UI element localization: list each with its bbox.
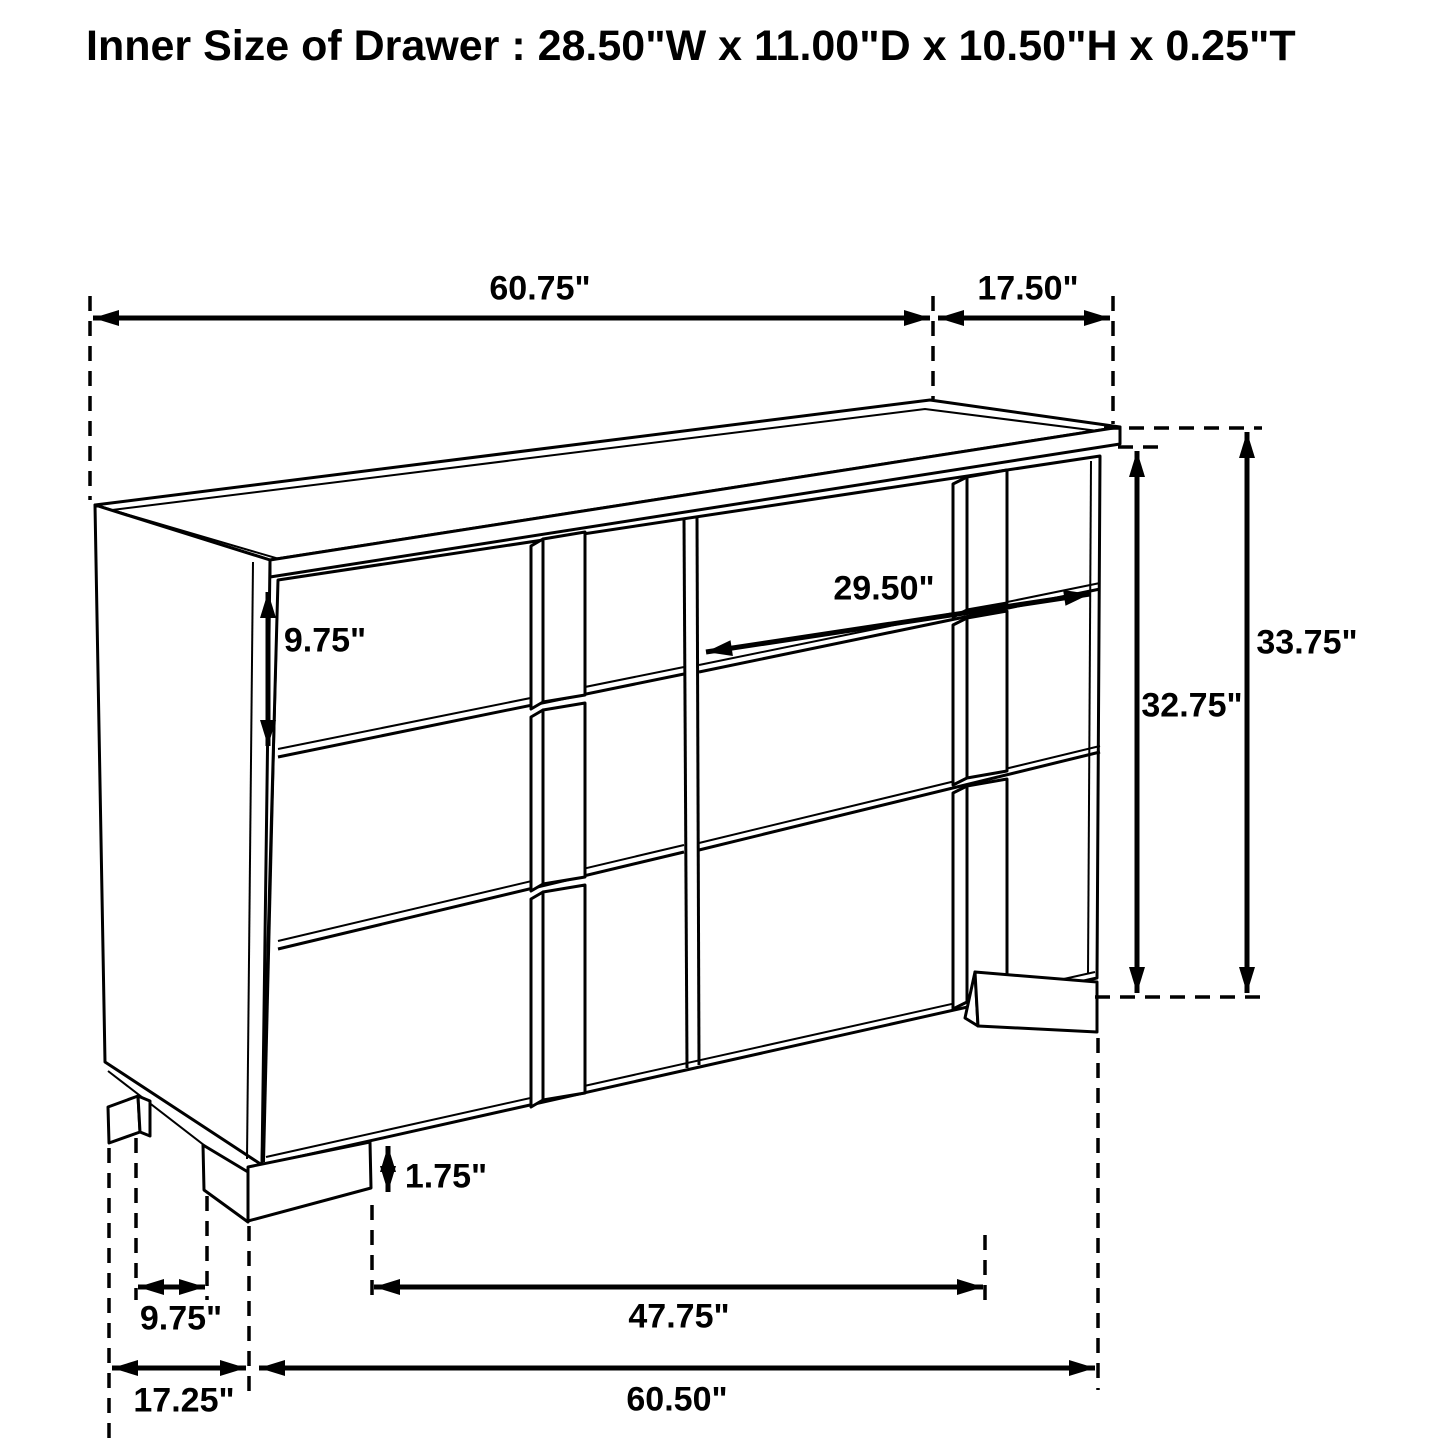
dim-label-overall-height: 33.75" — [1256, 623, 1358, 662]
dim-label-drawer-inner-width: 29.50" — [833, 569, 935, 608]
dim-label-base-depth: 17.25" — [133, 1381, 235, 1420]
dim-label-case-height: 32.75" — [1141, 686, 1243, 725]
dresser-left-side-panel — [95, 505, 270, 1176]
dim-label-top-width: 60.75" — [489, 269, 591, 308]
dim-label-leg-span-width: 47.75" — [628, 1297, 730, 1336]
dim-label-drawer-front-height: 9.75" — [283, 621, 367, 660]
dim-label-leg-spacing-depth: 9.75" — [139, 1299, 223, 1338]
dim-label-base-height: 1.75" — [404, 1157, 488, 1196]
drawing-title: Inner Size of Drawer : 28.50"W x 11.00"D x 10.50"H x 0.25"T — [86, 22, 1296, 70]
dim-label-top-depth: 17.50" — [977, 269, 1079, 308]
dim-label-base-width: 60.50" — [626, 1380, 728, 1419]
